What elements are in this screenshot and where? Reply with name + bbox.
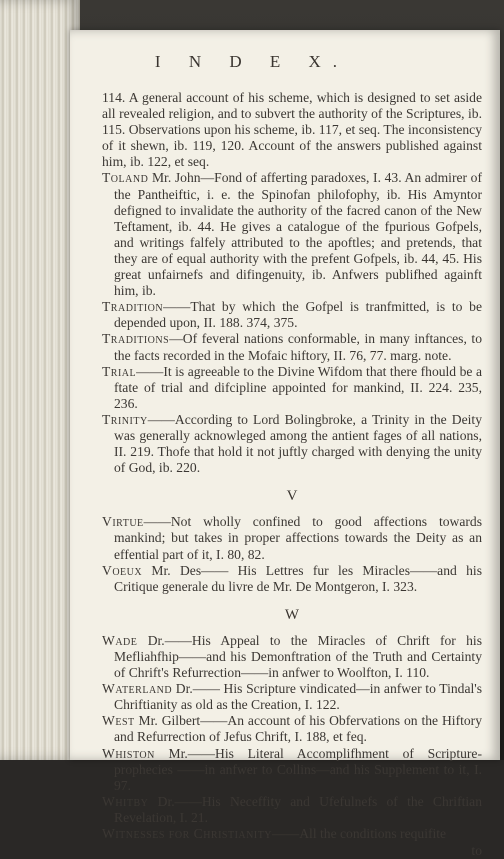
entry-head: Wade [102, 632, 138, 648]
index-section-v [102, 514, 482, 594]
section-letter-v: V [286, 488, 298, 505]
index-section-w [102, 633, 482, 842]
entry-text: —Of feveral nations conformable, in many inftances, to the facts recorded in the Mofaic hiftory, II. 76, 77. marg. note. [114, 331, 482, 363]
index-entry [102, 170, 482, 299]
section-letter-w: W [284, 606, 300, 623]
entry-head: Toland [102, 170, 149, 186]
entry-text: Mr. John—Fond of afferting paradoxes, I. 43. An admirer of the Pantheiftic, i. e. the Spinofan philofophy, ib. His Amyntor defigned to invalidate the authority of the facred canon of the New Teftament, ib. 44. He gives a catalogue of the fpurious Gofpels, and writings falfely attributed to the apoftles; and pretends, that they are of equal authority with the prefent Gofpels, ib. 44, 45. His great unfairnefs and difingenuity, ib. Anfwers publifhed againft him, ib. [114, 170, 482, 299]
book-spine-edge [0, 0, 80, 760]
entry-head: Whiston [102, 745, 155, 761]
entry-head: Tradition [102, 299, 164, 315]
index-entry [102, 364, 482, 412]
catchword: to [471, 843, 482, 859]
page-header: I N D E X. [154, 52, 350, 71]
index-entry [102, 412, 482, 476]
entry-head: Virtue [102, 514, 144, 530]
index-entry [102, 299, 482, 331]
entry-text: Dr.——His Appeal to the Miracles of Chrift for his Mefliahfhip——and his Demonftration of the Truth and Certainty of Chrift's Refurrection——in anfwer to Woolfton, I. 110. [114, 632, 482, 681]
index-entry [102, 90, 482, 170]
entry-text: ——That by which the Gofpel is tranfmitted, is to be depended upon, II. 188. 374, 375. [114, 299, 482, 331]
entry-head: Witnesses for Christianity [102, 826, 273, 842]
entry-text: ——Not wholly confined to good affections towards mankind; but takes in proper affections towards the Deity as an effential part of it, I. 80, 82. [114, 514, 482, 562]
entry-text: Dr.——His Neceffity and Ufefulnefs of the Chriftian Revelation, I. 21. [114, 793, 482, 825]
index-entry [102, 713, 482, 745]
entry-text: ——It is agreeable to the Divine Wifdom that there fhould be a ftate of trial and difcipline appointed for mankind, II. 224. 235, 236. [114, 363, 482, 411]
entry-text: Mr. Gilbert——An account of his Obfervations on the Hiftory and Refurrection of Jefus Chrift, I. 188, et feq. [114, 713, 482, 745]
index-entry [102, 794, 482, 826]
index-entry [102, 681, 482, 713]
entry-head: Trial [102, 363, 137, 379]
entry-text: ——All the conditions requifite [272, 826, 447, 842]
entry-text: Mr. Des—— His Lettres fur les Miracles——and his Critique generale du livre de Mr. De Montgeron, I. 323. [114, 562, 482, 594]
entry-head: Trinity [102, 411, 148, 427]
entry-head: Whitby [102, 793, 149, 809]
entry-text: Dr.—— His Scripture vindicated—in anfwer to Tindal's Chriftianity as old as the Creation, I. 122. [114, 681, 482, 713]
entry-head: Traditions [102, 331, 170, 347]
entry-text: 114. A general account of his scheme, which is designed to set aside all revealed religion, and to subvert the authority of the Scriptures, ib. 115. Observations upon his scheme, ib. 117, et seq. The inconsistency of it shewn, ib. 119, 120. Account of the answers published against him, ib. 122, et seq. [102, 90, 482, 170]
entry-head: Voeux [102, 562, 143, 578]
index-entry [102, 633, 482, 681]
entry-head: West [102, 713, 135, 729]
index-entry [102, 514, 482, 562]
index-entry [102, 563, 482, 595]
index-section-t [102, 90, 482, 476]
index-entry [102, 331, 482, 363]
index-entry [102, 746, 482, 794]
index-body [102, 90, 482, 859]
entry-text: Mr.——His Literal Accomplifhment of Scripture-prophecies ——in anfwer to Collins—and his Supplement to it, I. 97. [114, 745, 482, 793]
entry-text: ——According to Lord Bolingbroke, a Trinity in the Deity was generally acknowleged among the antient fages of all nations, II. 219. Thofe that hold it not juftly charged with denying the unity of God, ib. 220. [114, 411, 482, 476]
entry-head: Waterland [102, 681, 173, 697]
index-entry [102, 826, 482, 842]
